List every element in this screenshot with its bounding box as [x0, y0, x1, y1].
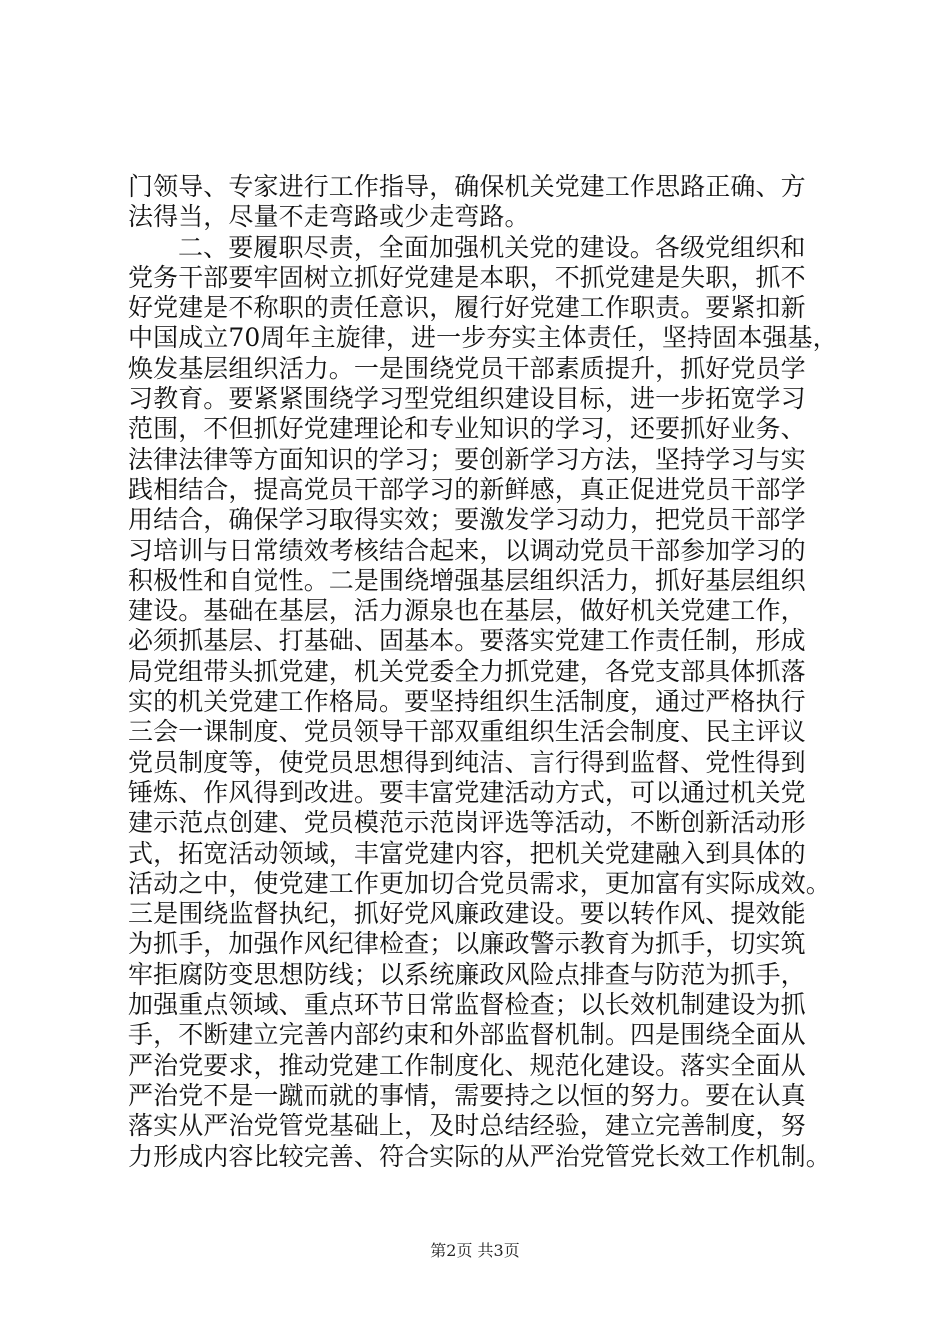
text-line: 党务干部要牢固树立抓好党建是本职，不抓党建是失职，抓不 — [128, 262, 806, 292]
text-line: 积极性和自觉性。二是围绕增强基层组织活力，抓好基层组织 — [128, 565, 806, 595]
text-line: 手，不断建立完善内部约束和外部监督机制。四是围绕全面从 — [128, 1020, 806, 1050]
text-line: 牢拒腐防变思想防线；以系统廉政风险点排查与防范为抓手， — [128, 959, 806, 989]
text-line: 门领导、专家进行工作指导，确保机关党建工作思路正确、方 — [128, 172, 806, 201]
text-line: 严治党要求，推动党建工作制度化、规范化建设。落实全面从 — [128, 1050, 806, 1080]
text-line: 法律法律等方面知识的学习；要创新学习方法，坚持学习与实 — [128, 444, 806, 474]
text-line: 必须抓基层、打基础、固基本。要落实党建工作责任制，形成 — [128, 626, 806, 656]
text-line: 法得当，尽量不走弯路或少走弯路。 — [128, 202, 530, 232]
text-line: 局党组带头抓党建，机关党委全力抓党建，各党支部具体抓落 — [128, 656, 806, 686]
text-line: 范围，不但抓好党建理论和专业知识的学习，还要抓好业务、 — [128, 414, 806, 444]
text-line: 实的机关党建工作格局。要坚持组织生活制度，通过严格执行 — [128, 687, 806, 717]
text-line: 习教育。要紧紧围绕学习型党组织建设目标，进一步拓宽学习 — [128, 384, 806, 414]
text-line: 严治党不是一蹴而就的事情，需要持之以恒的努力。要在认真 — [128, 1080, 806, 1110]
text-line: 党员制度等，使党员思想得到纯洁、言行得到监督、党性得到 — [128, 747, 806, 777]
page-number-footer: 第2页 共3页 — [430, 1241, 520, 1260]
text-line: 三是围绕监督执纪，抓好党风廉政建设。要以转作风、提效能 — [128, 899, 806, 929]
text-line: 锤炼、作风得到改进。要丰富党建活动方式，可以通过机关党 — [128, 777, 806, 807]
text-line: 好党建是不称职的责任意识，履行好党建工作职责。要紧扣新 — [128, 293, 806, 323]
text-line: 落实从严治党管党基础上，及时总结经验，建立完善制度，努 — [128, 1111, 806, 1141]
document-body — [128, 172, 838, 1172]
text-line: 建设。基础在基层，活力源泉也在基层，做好机关党建工作， — [128, 596, 806, 626]
text-line: 建示范点创建、党员模范示范岗评选等活动，不断创新活动形 — [128, 808, 806, 838]
paragraph-start-line: 二、要履职尽责，全面加强机关党的建设。各级党组织和 — [178, 232, 806, 262]
text-line: 践相结合，提高党员干部学习的新鲜感，真正促进党员干部学 — [128, 474, 806, 504]
text-line: 焕发基层组织活力。一是围绕党员干部素质提升，抓好党员学 — [128, 353, 806, 383]
text-line: 力形成内容比较完善、符合实际的从严治党管党长效工作机制。 — [128, 1141, 831, 1171]
text-line: 活动之中，使党建工作更加切合党员需求，更加富有实际成效。 — [128, 868, 831, 898]
text-line: 式，拓宽活动领域，丰富党建内容，把机关党建融入到具体的 — [128, 838, 806, 868]
text-line: 为抓手，加强作风纪律检查；以廉政警示教育为抓手，切实筑 — [128, 929, 806, 959]
text-line: 三会一课制度、党员领导干部双重组织生活会制度、民主评议 — [128, 717, 806, 747]
text-line: 习培训与日常绩效考核结合起来，以调动党员干部参加学习的 — [128, 535, 806, 565]
text-line: 中国成立70周年主旋律，进一步夯实主体责任，坚持固本强基， — [128, 323, 838, 353]
text-line: 加强重点领域、重点环节日常监督检查；以长效机制建设为抓 — [128, 990, 806, 1020]
text-line: 用结合，确保学习取得实效；要激发学习动力，把党员干部学 — [128, 505, 806, 535]
